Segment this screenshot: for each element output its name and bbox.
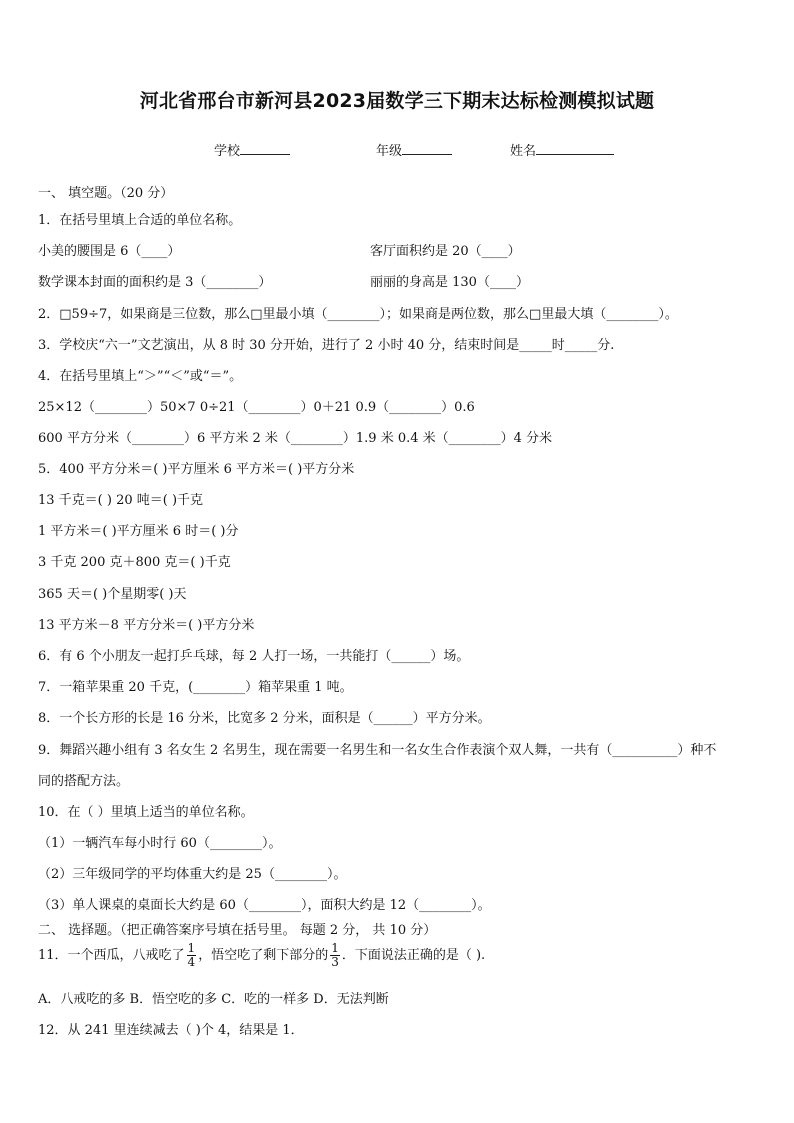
question-6: 6．有 6 个小朋友一起打乒乓球，每 2 人打一场，一共能打（______）场。 (38, 649, 470, 664)
question-2: 2．□59÷7，如果商是三位数，那么□里最小填（________）；如果商是两位数，那么□里最大填（________）。 (38, 307, 678, 322)
question-10: 10．在（ ）里填上适当的单位名称。 (38, 805, 254, 820)
school-label: 学校 (214, 144, 241, 159)
page-title: 河北省邢台市新河县2023届数学三下期末达标检测模拟试题 (139, 90, 655, 112)
question-11-text-3: ．下面说法正确的是（ ). (341, 948, 486, 963)
question-1: 1．在括号里填上合适的单位名称。 (38, 213, 242, 228)
grade-blank[interactable] (402, 141, 452, 155)
school-blank[interactable] (240, 141, 290, 155)
question-8: 8．一个长方形的长是 16 分米，比宽多 2 分米，面积是（______）平方分米。 (38, 711, 491, 726)
grade-label: 年级 (376, 144, 403, 159)
question-4: 4．在括号里填上“＞”“＜”或“＝”。 (38, 369, 243, 384)
question-5b: 1 平方米＝( )平方厘米 6 时＝( )分 (38, 524, 239, 539)
question-10-1: （1）一辆汽车每小时行 60（________）。 (38, 836, 282, 851)
question-10-2: （2）三年级同学的平均体重大约是 25（________）。 (38, 867, 347, 882)
question-11-options: A．八戒吃的多 B．悟空吃的多 C．吃的一样多 D．无法判断 (38, 992, 389, 1007)
fraction-one-third: $\frac{1}{3}$ (331, 941, 339, 969)
question-5: 5．400 平方分米＝( )平方厘米 6 平方米＝( )平方分米 (38, 462, 355, 477)
question-10-3: （3）单人课桌的桌面长大约是 60（________），面积大约是 12（________）。 (38, 898, 491, 913)
question-5c: 3 千克 200 克＋800 克＝( )千克 (38, 555, 231, 570)
question-7: 7．一箱苹果重 20 千克，(________）箱苹果重 1 吨。 (38, 680, 353, 695)
fraction-one-quarter: $\frac{1}{4}$ (187, 941, 196, 969)
question-11-text-1: 11．一个西瓜，八戒吃了 (38, 948, 185, 963)
question-5e: 13 平方米－8 平方分米＝( )平方分米 (38, 618, 255, 633)
question-1b: 客厅面积约是 20（____） (370, 244, 521, 259)
question-9-line2: 同的搭配方法。 (38, 774, 130, 789)
name-label: 姓名 (510, 144, 537, 159)
question-3: 3．学校庆“六一”文艺演出，从 8 时 30 分开始，进行了 2 小时 40 分，结束时间是_____时_____分. (38, 338, 615, 353)
question-1a: 小美的腰围是 6（____） (38, 244, 181, 259)
school-field (214, 140, 290, 159)
question-4a: 25×12（________）50×7 0÷21（________）0＋21 0.9（________）0.6 (38, 400, 475, 415)
question-1c: 数学课本封面的面积约是 3（________） (38, 275, 272, 290)
question-11 (38, 942, 485, 969)
section-heading-fill-blank: 一、 填空题。（20 分） (38, 186, 174, 201)
grade-field (376, 140, 452, 159)
question-4b: 600 平方分米（________）6 平方米 2 米（________）1.9 米 0.4 米（________）4 分米 (38, 431, 553, 446)
question-5d: 365 天＝( )个星期零( )天 (38, 587, 187, 602)
question-1d: 丽丽的身高是 130（____） (370, 275, 529, 290)
question-11-text-2: ，悟空吃了剩下部分的 (198, 948, 329, 963)
question-5a: 13 千克＝( ) 20 吨＝( )千克 (38, 493, 204, 508)
section-heading-choice: 二、 选择题。（把正确答案序号填在括号里。 每题 2 分， 共 10 分） (38, 923, 437, 938)
question-9-line1: 9．舞蹈兴趣小组有 3 名女生 2 名男生，现在需要一名男生和一名女生合作表演个双人舞，一共有（__________）种不 (38, 743, 717, 758)
name-blank[interactable] (536, 141, 614, 155)
name-field (510, 140, 614, 159)
question-12: 12．从 241 里连续减去（ )个 4，结果是 1． (38, 1023, 304, 1038)
